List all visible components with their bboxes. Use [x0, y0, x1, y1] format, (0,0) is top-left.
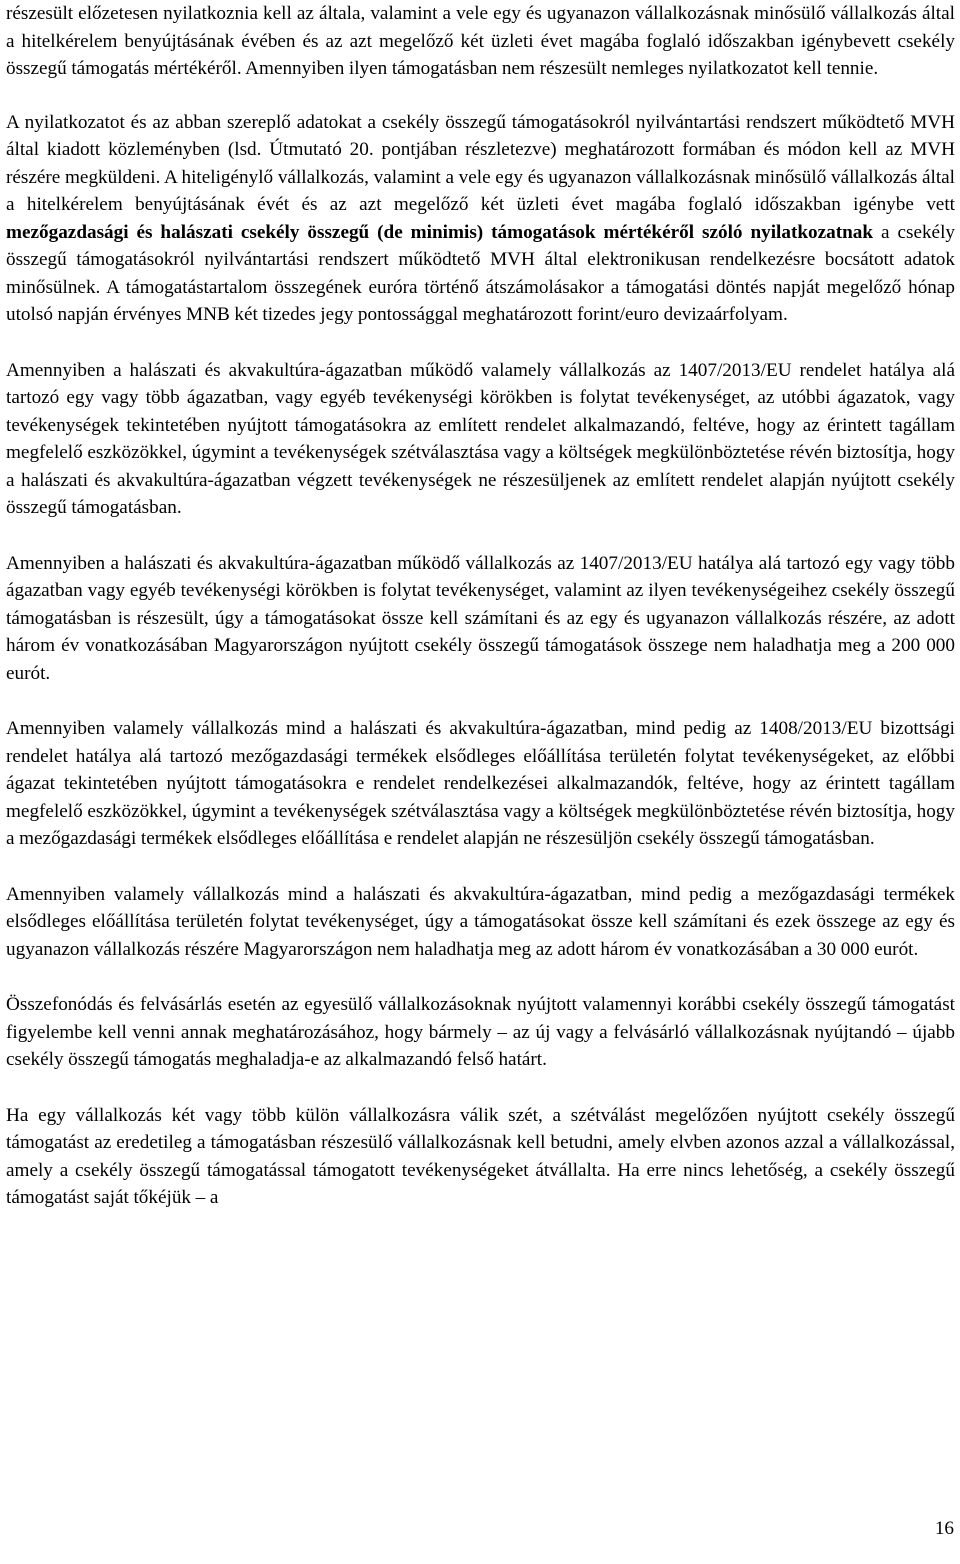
paragraph-2-bold-text: mezőgazdasági és halászati csekély összegű (de minimis) támogatások mértékéről szóló nyilatkozatnak — [6, 221, 874, 243]
paragraph-5: Amennyiben valamely vállalkozás mind a halászati és akvakultúra-ágazatban, mind pedig az 1408/2013/EU bizottsági rendelet hatálya alá tartozó mezőgazdasági termékek elsődleges előállítása területén folytat tevékenységeket, az előbbi ágazat tekintetében nyújtott támogatásokra e rendelet rendelkezései alkalmazandók, feltéve, hogy az érintett tagállam megfelelő eszközökkel, úgymint a tevékenységek szétválasztása vagy a költségek megkülönböztetése révén biztosítja, hogy a mezőgazdasági termékek elsődleges előállítása e rendelet alapján ne részesüljön csekély összegű támogatásban. — [6, 718, 955, 849]
page-number: 16 — [934, 1518, 954, 1539]
paragraph-8: Ha egy vállalkozás két vagy több külön vállalkozásra válik szét, a szétválást megelőzően nyújtott csekély összegű támogatást az eredetileg a támogatásban részesülő vállalkozásnak kell betudni, amely elvben azonos azzal a vállalkozással, amely a csekély összegű támogatással támogatott tevékenységeket átvállalta. Ha erre nincs lehetőség, a csekély összegű támogatást saját tőkéjük – a — [6, 1104, 955, 1208]
paragraph-1: részesült előzetesen nyilatkoznia kell az általa, valamint a vele egy és ugyanazon vállalkozásnak minősülő vállalkozás által a hitelkérelem benyújtásának évében és az azt megelőző két üzleti évet magába foglaló időszakban igénybevett csekély összegű támogatás mértékéről. Amennyiben ilyen támogatásban nem részesült nemleges nyilatkozatot kell tennie. — [6, 3, 955, 79]
paragraph-3: Amennyiben a halászati és akvakultúra-ágazatban működő valamely vállalkozás az 1407/2013/EU rendelet hatálya alá tartozó egy vagy több ágazatban, vagy egyéb tevékenységi körökben is folytat tevékenységet, az utóbbi ágazatok, vagy tevékenységek tekintetében nyújtott támogatásokra az említett rendelet alkalmazandó, feltéve, hogy az érintett tagállam megfelelő eszközökkel, úgymint a tevékenységek szétválasztása vagy a költségek megkülönböztetése révén biztosítja, hogy a halászati és akvakultúra-ágazatban végzett tevékenységek ne részesüljenek az említett rendelet alapján nyújtott csekély összegű támogatásban. — [6, 359, 955, 518]
paragraph-4: Amennyiben a halászati és akvakultúra-ágazatban működő vállalkozás az 1407/2013/EU hatálya alá tartozó egy vagy több ágazatban vagy egyéb tevékenységi körökben is folytat tevékenységet, valamint az ilyen tevékenységeihez csekély összegű támogatásban is részesült, úgy a támogatásokat össze kell számítani és az egy és ugyanazon vállalkozás részére, az adott három év vonatkozásában Magyarországon nyújtott csekély összegű támogatások összege nem haladhatja meg a 200 000 eurót. — [6, 552, 955, 684]
paragraph-6: Amennyiben valamely vállalkozás mind a halászati és akvakultúra-ágazatban, mind pedig a mezőgazdasági termékek elsődleges előállítása területén folytat tevékenységet, úgy a támogatásokat össze kell számítani és ezek összege az egy és ugyanazon vállalkozás részére Magyarországon nem haladhatja meg az adott három év vonatkozásában a 30 000 eurót. — [6, 883, 955, 960]
paragraph-2-text-2: a csekély összegű támogatásokról nyilvántartási rendszert működtető MVH által elektronikusan rendelkezésre bocsátott adatok minősülnek. A támogatástartalom összegének euróra történő átszámolásakor a támogatási döntés napját megelőző hónap utolsó napján érvényes MNB két tizedes jegy pontossággal meghatározott forint/euro devizaárfolyam. — [6, 221, 955, 325]
paragraph-2-text-1: A nyilatkozatot és az abban szereplő adatokat a csekély összegű támogatásokról nyilvántartási rendszert működtető MVH által kiadott közleményben (lsd. Útmutató 20. pontjában részletezve) meghatározott formában és módon kell az MVH részére megküldeni. A hiteligénylő vállalkozás, valamint a vele egy és ugyanazon vállalkozásnak minősülő vállalkozás által a hitelkérelem benyújtásának évét és az azt megelőző két üzleti évet magába foglaló időszakban igénybe vett — [6, 111, 955, 215]
paragraph-2 — [6, 109, 955, 329]
paragraph-7: Összefonódás és felvásárlás esetén az egyesülő vállalkozásoknak nyújtott valamennyi korábbi csekély összegű támogatást figyelembe kell venni annak meghatározásához, hogy bármely – az új vagy a felvásárló vállalkozásnak nyújtandó – újabb csekély összegű támogatás meghaladja-e az alkalmazandó felső határt. — [6, 994, 955, 1070]
document-page — [6, 0, 955, 1212]
